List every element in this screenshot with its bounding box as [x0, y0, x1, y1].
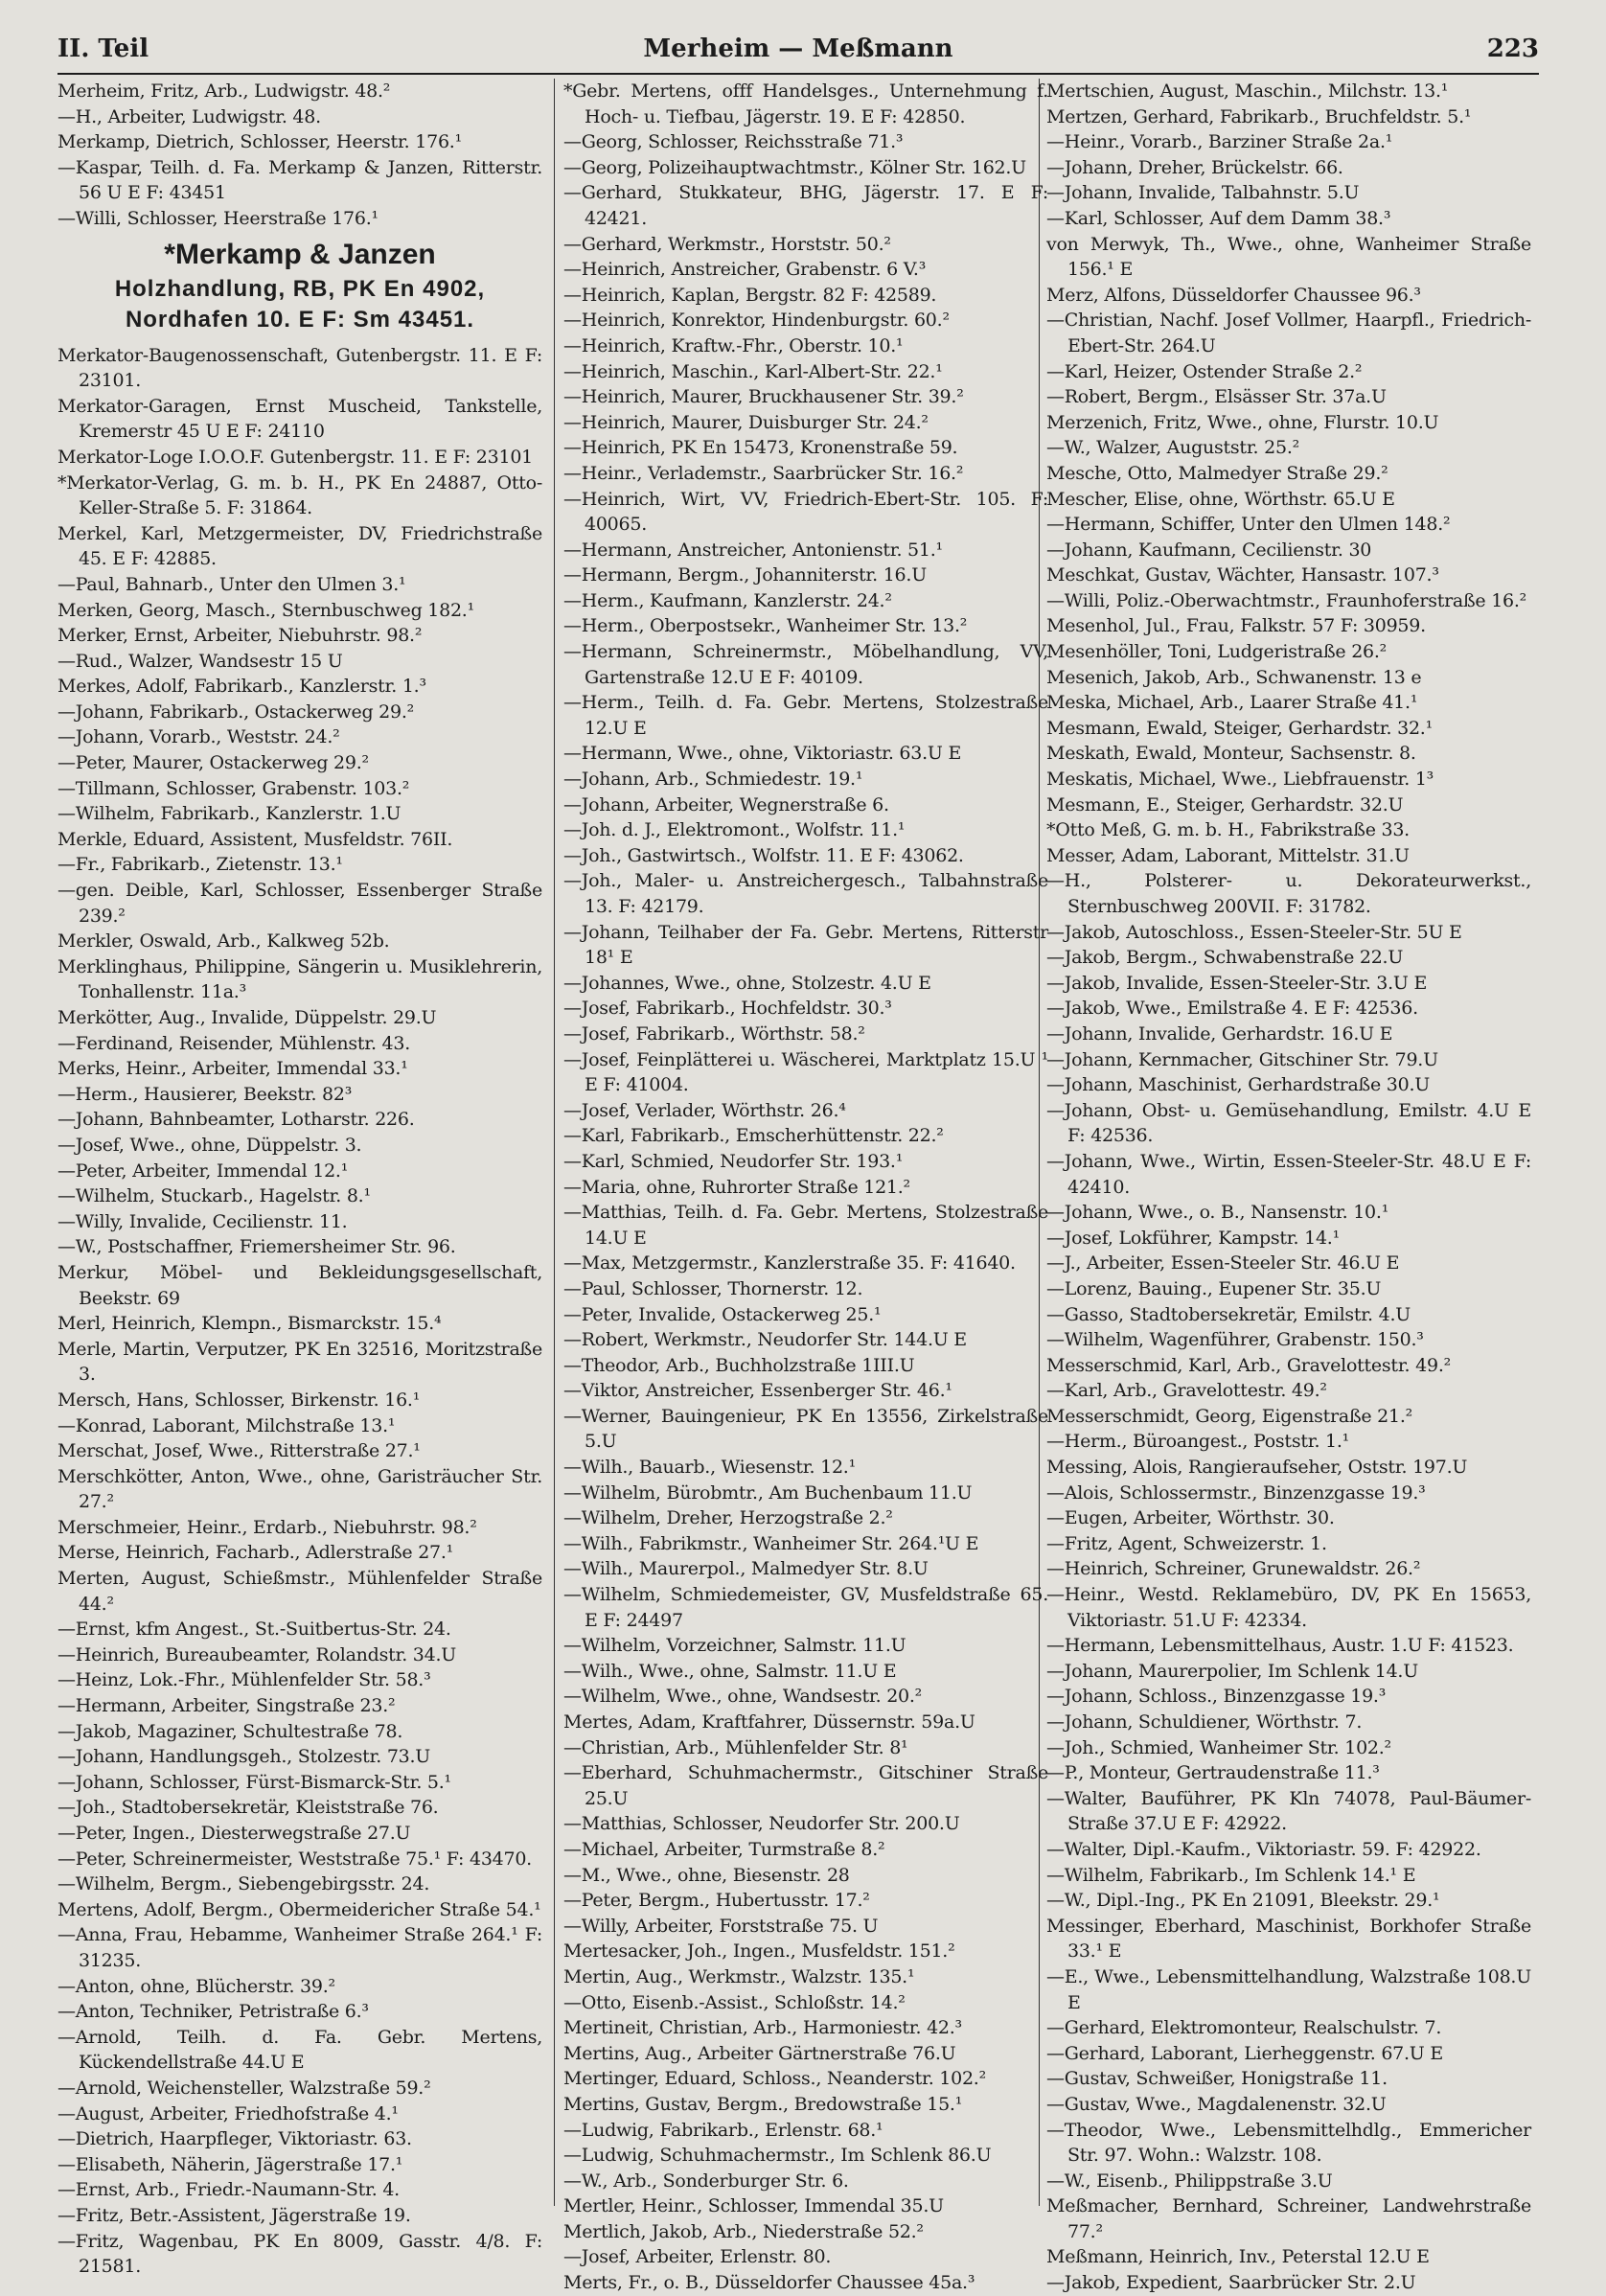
directory-entry: —Ludwig, Schuhmachermstr., Im Schlenk 86.U [563, 2145, 992, 2167]
directory-entry: —Johann, Invalide, Talbahnstr. 5.U [1046, 182, 1360, 204]
directory-entry: —Rud., Walzer, Wandsestr 15 U [57, 650, 343, 672]
directory-entry: —Jakob, Magaziner, Schultestraße 78. [57, 1720, 403, 1742]
directory-entry: —Paul, Bahnarb., Unter den Ulmen 3.¹ [57, 573, 406, 595]
directory-entry: —Anton, Techniker, Petristraße 6.³ [57, 2001, 369, 2023]
directory-entry: —Walter, Bauführer, PK Kln 74078, Paul-Bäumer-Straße 37.U E F: 42922. [1046, 1787, 1531, 1835]
directory-entry: —Arnold, Weichensteller, Walzstraße 59.² [57, 2077, 431, 2099]
directory-entry: —Peter, Maurer, Ostackerweg 29.² [57, 752, 369, 774]
directory-entry: —Josef, Fabrikarb., Wörthstr. 58.² [563, 1022, 865, 1045]
directory-entry: —Willy, Arbeiter, Forststraße 75. U [563, 1915, 879, 1937]
directory-entry: —Wilhelm, Vorzeichner, Salmstr. 11.U [563, 1635, 906, 1657]
directory-entry: —Gerhard, Stukkateur, BHG, Jägerstr. 17. E F: 42421. [563, 182, 1048, 229]
directory-entry: —Maria, ohne, Ruhrorter Straße 121.² [563, 1176, 910, 1198]
directory-entry: —Heinr., Westd. Reklamebüro, DV, PK En 15653, Viktoriastr. 51.U F: 42334. [1046, 1584, 1531, 1631]
directory-entry: —Ludwig, Fabrikarb., Erlenstr. 68.¹ [563, 2119, 883, 2141]
directory-entry: Meschkat, Gustav, Wächter, Hansastr. 107.³ [1046, 564, 1439, 586]
directory-entry: —Arnold, Teilh. d. Fa. Gebr. Mertens, Kückendellstraße 44.U E [57, 2026, 542, 2074]
page-number: 223 [1486, 34, 1539, 63]
directory-entry: Merkator-Loge I.O.O.F. Gutenbergstr. 11. E F: 23101 [57, 446, 534, 468]
directory-entry: —Gerhard, Werkmstr., Horststr. 50.² [563, 233, 891, 255]
directory-entry: —Fritz, Betr.-Assistent, Jägerstraße 19. [57, 2204, 411, 2226]
directory-entry: —Gustav, Schweißer, Honigstraße 11. [1046, 2068, 1388, 2090]
directory-entry: *Gebr. Mertens, offf Handelsges., Unternehmung f. Hoch- u. Tiefbau, Jägerstr. 19. E F: 42850. [563, 80, 1048, 127]
directory-entry: Meska, Michael, Arb., Laarer Straße 41.¹ [1046, 692, 1418, 714]
directory-entry: Messer, Adam, Laborant, Mittelstr. 31.U [1046, 844, 1410, 866]
directory-entry: —Gerhard, Elektromonteur, Realschulstr. 7. [1046, 2017, 1442, 2039]
directory-entry: —Theodor, Wwe., Lebensmittelhdlg., Emmericher Str. 97. Wohn.: Walzstr. 108. [1046, 2119, 1531, 2167]
directory-entry: Mertesacker, Joh., Ingen., Musfeldstr. 151.² [563, 1940, 955, 1963]
entry-group-1a [57, 79, 542, 232]
column-1 [57, 79, 542, 2278]
directory-entry: —Hermann, Bergm., Johanniterstr. 16.U [563, 564, 927, 586]
directory-entry: Merzenich, Fritz, Wwe., ohne, Flurstr. 10.U [1046, 411, 1439, 433]
directory-entry: —Heinrich, Konrektor, Hindenburgstr. 60.² [563, 310, 950, 332]
directory-entry: —Jakob, Wwe., Emilstraße 4. E F: 42536. [1046, 998, 1418, 1020]
directory-entry: Mertins, Gustav, Bergm., Bredowstraße 15.¹ [563, 2093, 963, 2115]
directory-entry: —Ernst, Arb., Friedr.-Naumann-Str. 4. [57, 2179, 400, 2201]
directory-entry: Merten, August, Schießmstr., Mühlenfelder Straße 44.² [57, 1568, 542, 1615]
directory-entry: —Alois, Schlossermstr., Binzenzgasse 19.³ [1046, 1481, 1426, 1504]
directory-entry: —Heinrich, Maschin., Karl-Albert-Str. 22.¹ [563, 360, 943, 382]
directory-entry: —August, Arbeiter, Friedhofstraße 4.¹ [57, 2102, 399, 2124]
directory-entry: Mertlich, Jakob, Arb., Niederstraße 52.² [563, 2220, 924, 2242]
directory-entry: —Ferdinand, Reisender, Mühlenstr. 43. [57, 1032, 411, 1054]
directory-entry: —Anton, ohne, Blücherstr. 39.² [57, 1975, 335, 1997]
directory-entry: —Johann, Wwe., Wirtin, Essen-Steeler-Str. 48.U E F: 42410. [1046, 1150, 1531, 1198]
directory-entry: —Heinr., Vorarb., Barziner Straße 2a.¹ [1046, 131, 1393, 153]
directory-entry: —Johann, Fabrikarb., Ostackerweg 29.² [57, 700, 414, 723]
directory-entry: Merschmeier, Heinr., Erdarb., Niebuhrstr. 98.² [57, 1516, 477, 1538]
directory-entry: —Karl, Fabrikarb., Emscherhüttenstr. 22.² [563, 1125, 944, 1147]
entry-group-1b [57, 343, 542, 2280]
directory-entry: —Heinr., Verlademstr., Saarbrücker Str. 16.² [563, 462, 964, 484]
directory-entry: —Fritz, Wagenbau, PK En 8009, Gasstr. 4/8. F: 21581. [57, 2230, 542, 2278]
directory-entry: —Herm., Hausierer, Beekstr. 82³ [57, 1083, 353, 1105]
directory-entry: Merker, Ernst, Arbeiter, Niebuhrstr. 98.² [57, 625, 423, 647]
directory-entry: —Johann, Schlosser, Fürst-Bismarck-Str. 5.¹ [57, 1771, 451, 1793]
directory-entry: —Johann, Arbeiter, Wegnerstraße 6. [563, 793, 889, 815]
directory-entry: —Heinrich, Anstreicher, Grabenstr. 6 V.³ [563, 259, 927, 281]
directory-entry: —Heinrich, Schreiner, Grunewaldstr. 26.² [1046, 1558, 1421, 1580]
directory-entry: Merkes, Adolf, Fabrikarb., Kanzlerstr. 1.³ [57, 676, 426, 698]
directory-entry: —Gerhard, Laborant, Lierheggenstr. 67.U E [1046, 2042, 1443, 2064]
directory-entry: —Robert, Werkmstr., Neudorfer Str. 144.U E [563, 1329, 967, 1351]
directory-entry: Mertschien, August, Maschin., Milchstr. 13.¹ [1046, 80, 1449, 102]
directory-entry: —Herm., Kaufmann, Kanzlerstr. 24.² [563, 589, 892, 611]
directory-entry: —Georg, Polizeihauptwachtmstr., Kölner Str. 162.U [563, 156, 1026, 178]
entry-group-2 [563, 79, 1048, 2296]
directory-entry: —Hermann, Anstreicher, Antonienstr. 51.¹ [563, 539, 943, 561]
directory-entry: *Merkator-Verlag, G. m. b. H., PK En 24887, Otto-Keller-Straße 5. F: 31864. [57, 471, 542, 519]
directory-entry: —Paul, Schlosser, Thornerstr. 12. [563, 1277, 863, 1299]
directory-entry: —Willi, Poliz.-Oberwachtmstr., Fraunhoferstraße 16.² [1046, 589, 1527, 611]
directory-entry: —Wilhelm, Bergm., Siebengebirgsstr. 24. [57, 1873, 430, 1895]
directory-entry: —W., Eisenb., Philippstraße 3.U [1046, 2170, 1333, 2192]
directory-entry: —Herm., Teilh. d. Fa. Gebr. Mertens, Stolzestraße 12.U E [563, 692, 1048, 739]
directory-entry: —J., Arbeiter, Essen-Steeler Str. 46.U E [1046, 1252, 1400, 1274]
directory-entry: Merschat, Josef, Wwe., Ritterstraße 27.¹ [57, 1440, 421, 1462]
directory-entry: —Matthias, Schlosser, Neudorfer Str. 200.U [563, 1813, 960, 1835]
directory-entry: —Josef, Fabrikarb., Hochfeldstr. 30.³ [563, 998, 892, 1020]
directory-entry: —Karl, Heizer, Ostender Straße 2.² [1046, 360, 1363, 382]
ad-line-2: Nordhafen 10. E F: Sm 43451. [125, 306, 475, 333]
directory-entry: —Johann, Dreher, Brückelstr. 66. [1046, 156, 1343, 178]
directory-entry: —Wilh., Wwe., ohne, Salmstr. 11.U E [563, 1660, 897, 1682]
directory-entry: —Johann, Arb., Schmiedestr. 19.¹ [563, 769, 863, 791]
directory-entry: Mersch, Hans, Schlosser, Birkenstr. 16.¹ [57, 1389, 421, 1411]
directory-entry: —Viktor, Anstreicher, Essenberger Str. 46.¹ [563, 1380, 952, 1402]
directory-entry: —Joh., Maler- u. Anstreichergesch., Talbahnstraße 13. F: 42179. [563, 870, 1048, 917]
directory-entry: Mertes, Adam, Kraftfahrer, Düssernstr. 59a.U [563, 1711, 975, 1733]
directory-entry: —Wilhelm, Bürobmtr., Am Buchenbaum 11.U [563, 1481, 973, 1504]
directory-entry: —Hermann, Schiffer, Unter den Ulmen 148.² [1046, 514, 1451, 536]
directory-entry: —W., Dipl.-Ing., PK En 21091, Bleekstr. 29.¹ [1046, 1890, 1440, 1912]
directory-entry: Merkle, Eduard, Assistent, Musfeldstr. 76II. [57, 828, 453, 850]
directory-entry: —Ernst, kfm Angest., St.-Suitbertus-Str. 24. [57, 1619, 451, 1641]
directory-entry: —Johann, Invalide, Gerhardstr. 16.U E [1046, 1022, 1393, 1045]
directory-entry: —Peter, Ingen., Diesterwegstraße 27.U [57, 1823, 411, 1844]
directory-entry: —Wilhelm, Dreher, Herzogstraße 2.² [563, 1507, 893, 1529]
directory-entry: —Otto, Eisenb.-Assist., Schloßstr. 14.² [563, 1991, 906, 2013]
directory-entry: von Merwyk, Th., Wwe., ohne, Wanheimer Straße 156.¹ E [1046, 233, 1531, 281]
directory-entry: —Wilhelm, Schmiedemeister, GV, Musfeldstraße 65. E F: 24497 [563, 1584, 1048, 1631]
directory-entry: Mertineit, Christian, Arb., Harmoniestr. 42.³ [563, 2017, 962, 2039]
directory-entry: —Jakob, Expedient, Saarbrücker Str. 2.U [1046, 2272, 1416, 2294]
directory-entry: —P., Monteur, Gertraudenstraße 11.³ [1046, 1762, 1380, 1784]
directory-entry: Merkator-Garagen, Ernst Muscheid, Tankstelle, Kremerstr 45 U E F: 24110 [57, 395, 542, 443]
directory-entry: —Josef, Lokführer, Kampstr. 14.¹ [1046, 1227, 1340, 1249]
directory-entry: —Johann, Kernmacher, Gitschiner Str. 79.U [1046, 1048, 1438, 1070]
directory-entry: —Christian, Nachf. Josef Vollmer, Haarpfl., Friedrich-Ebert-Str. 264.U [1046, 310, 1531, 356]
directory-entry: —W., Walzer, Auguststr. 25.² [1046, 437, 1299, 459]
directory-entry: —Josef, Feinplätterei u. Wäscherei, Marktplatz 15.U ¹ E F: 41004. [563, 1048, 1048, 1096]
directory-entry: Mesenhol, Jul., Frau, Falkstr. 57 F: 30959. [1046, 615, 1426, 637]
directory-entry: Mesche, Otto, Malmedyer Straße 29.² [1046, 462, 1388, 484]
directory-entry: —Heinrich, Wirt, VV, Friedrich-Ebert-Str. 105. F: 40065. [563, 488, 1048, 536]
directory-entry: Messerschmid, Karl, Arb., Gravelottestr. 49.² [1046, 1354, 1451, 1376]
directory-entry: Mertins, Aug., Arbeiter Gärtnerstraße 76.U [563, 2042, 956, 2064]
directory-entry: —Heinrich, PK En 15473, Kronenstraße 59. [563, 437, 958, 459]
directory-entry: —Lorenz, Bauing., Eupener Str. 35.U [1046, 1277, 1382, 1299]
directory-entry: —Wilhelm, Stuckarb., Hagelstr. 8.¹ [57, 1185, 371, 1207]
directory-entry: Mertin, Aug., Werkmstr., Walzstr. 135.¹ [563, 1965, 915, 1987]
directory-entry: —H., Arbeiter, Ludwigstr. 48. [57, 105, 321, 127]
directory-entry: —Karl, Schmied, Neudorfer Str. 193.¹ [563, 1150, 904, 1172]
directory-entry: —Wilhelm, Wwe., ohne, Wandsestr. 20.² [563, 1686, 923, 1708]
directory-entry: —Kaspar, Teilh. d. Fa. Merkamp & Janzen, Ritterstr. 56 U E F: 43451 [57, 156, 542, 204]
directory-entry: —Karl, Schlosser, Auf dem Damm 38.³ [1046, 207, 1391, 229]
directory-entry: Mesmann, Ewald, Steiger, Gerhardstr. 32.¹ [1046, 717, 1433, 739]
directory-entry: —Herm., Büroangest., Poststr. 1.¹ [1046, 1431, 1350, 1453]
directory-entry: —Michael, Arbeiter, Turmstraße 8.² [563, 1838, 885, 1860]
directory-entry: Mesmann, E., Steiger, Gerhardstr. 32.U [1046, 793, 1404, 815]
directory-entry: —Matthias, Teilh. d. Fa. Gebr. Mertens, Stolzestraße 14.U E [563, 1202, 1048, 1249]
directory-entry: —Heinrich, Kaplan, Bergstr. 82 F: 42589. [563, 284, 937, 306]
directory-entry: Mertzen, Gerhard, Fabrikarb., Bruchfeldstr. 5.¹ [1046, 105, 1472, 127]
directory-entry: —Johann, Bahnbeamter, Lotharstr. 226. [57, 1109, 415, 1131]
directory-entry: —Johann, Handlungsgeh., Stolzestr. 73.U [57, 1746, 431, 1768]
header-rule [57, 73, 1539, 75]
directory-entry: —Johann, Obst- u. Gemüsehandlung, Emilstr. 4.U E F: 42536. [1046, 1099, 1531, 1147]
column-divider [554, 79, 555, 2206]
directory-entry: —Johann, Kaufmann, Cecilienstr. 30 [1046, 539, 1372, 561]
directory-entry: —E., Wwe., Lebensmittelhandlung, Walzstraße 108.U E [1046, 1965, 1531, 2013]
directory-entry: —gen. Deible, Karl, Schlosser, Essenberger Straße 239.² [57, 880, 542, 927]
directory-entry: —Georg, Schlosser, Reichsstraße 71.³ [563, 131, 904, 153]
directory-entry: —W., Postschaffner, Friemersheimer Str. 96. [57, 1236, 456, 1258]
directory-entry: Merkel, Karl, Metzgermeister, DV, Friedrichstraße 45. E F: 42885. [57, 522, 542, 570]
directory-entry: —Johann, Teilhaber der Fa. Gebr. Mertens, Ritterstr 18¹ E [563, 921, 1048, 969]
directory-entry: Merts, Fr., o. B., Düsseldorfer Chaussee 45a.³ [563, 2272, 975, 2294]
directory-entry: —Joh. d. J., Elektromont., Wolfstr. 11.¹ [563, 819, 906, 841]
directory-entry: Mescher, Elise, ohne, Wörthstr. 65.U E [1046, 488, 1395, 510]
directory-entry: —Fr., Fabrikarb., Zietenstr. 13.¹ [57, 854, 343, 876]
directory-entry: Merle, Martin, Verputzer, PK En 32516, Moritzstraße 3. [57, 1338, 542, 1386]
directory-entry: —Tillmann, Schlosser, Grabenstr. 103.² [57, 777, 410, 799]
directory-entry: Mesenich, Jakob, Arb., Schwanenstr. 13 e [1046, 666, 1422, 688]
directory-entry: —Jakob, Autoschloss., Essen-Steeler-Str. 5U E [1046, 921, 1462, 943]
directory-entry: Meßmann, Heinrich, Inv., Peterstal 12.U E [1046, 2246, 1430, 2268]
directory-entry: —Jakob, Bergm., Schwabenstraße 22.U [1046, 947, 1404, 969]
directory-entry: —Werner, Bauingenieur, PK En 13556, Zirkelstraße 5.U [563, 1405, 1048, 1453]
directory-entry: —Eberhard, Schuhmachermstr., Gitschiner Straße 25.U [563, 1762, 1048, 1809]
directory-entry: —Heinrich, Maurer, Duisburger Str. 24.² [563, 411, 929, 433]
directory-entry: Merkler, Oswald, Arb., Kalkweg 52b. [57, 930, 390, 953]
column-3 [1046, 79, 1531, 2294]
directory-entry: *Otto Meß, G. m. b. H., Fabrikstraße 33. [1046, 819, 1410, 841]
directory-entry: —Willi, Schlosser, Heerstraße 176.¹ [57, 207, 379, 229]
directory-entry: —Hermann, Lebensmittelhaus, Austr. 1.U F: 41523. [1046, 1635, 1514, 1657]
directory-entry: Meskatis, Michael, Wwe., Liebfrauenstr. 1³ [1046, 769, 1434, 791]
directory-entry: Messing, Alois, Rangieraufseher, Oststr. 197.U [1046, 1457, 1468, 1479]
directory-entry: Mesenhöller, Toni, Ludgeristraße 26.² [1046, 641, 1388, 663]
directory-entry: —H., Polsterer- u. Dekorateurwerkst., Sternbuschweg 200VII. F: 31782. [1046, 870, 1531, 917]
directory-entry: —Josef, Verlader, Wörthstr. 26.⁴ [563, 1099, 846, 1121]
directory-entry: Mertinger, Eduard, Schloss., Neanderstr. 102.² [563, 2068, 986, 2090]
directory-entry: —Max, Metzgermstr., Kanzlerstraße 35. F: 41640. [563, 1252, 1016, 1274]
page-header [57, 34, 1539, 73]
directory-entry: —Wilhelm, Fabrikarb., Im Schlenk 14.¹ E [1046, 1864, 1416, 1886]
directory-entry: —Dietrich, Haarpfleger, Viktoriastr. 63. [57, 2128, 412, 2150]
directory-entry: Mertens, Adolf, Bergm., Obermeidericher Straße 54.¹ [57, 1898, 541, 1920]
directory-entry: —Johann, Vorarb., Weststr. 24.² [57, 726, 340, 748]
directory-entry: —Christian, Arb., Mühlenfelder Str. 8¹ [563, 1736, 908, 1758]
directory-entry: Merklinghaus, Philippine, Sängerin u. Musiklehrerin, Tonhallenstr. 11a.³ [57, 955, 542, 1003]
directory-entry: —Peter, Schreinermeister, Weststraße 75.¹ F: 43470. [57, 1848, 532, 1870]
directory-entry: —Konrad, Laborant, Milchstraße 13.¹ [57, 1414, 396, 1436]
directory-entry: —Johannes, Wwe., ohne, Stolzestr. 4.U E [563, 972, 931, 994]
ad-title: *Merkamp & Janzen [164, 238, 436, 270]
directory-entry: Meskath, Ewald, Monteur, Sachsenstr. 8. [1046, 743, 1416, 765]
directory-entry: —W., Arb., Sonderburger Str. 6. [563, 2170, 849, 2192]
directory-entry: —Johann, Maschinist, Gerhardstraße 30.U [1046, 1074, 1431, 1096]
directory-entry: Merse, Heinrich, Facharb., Adlerstraße 27.¹ [57, 1542, 454, 1564]
directory-entry: Merken, Georg, Masch., Sternbuschweg 182.¹ [57, 599, 474, 621]
directory-entry: Meßmacher, Bernhard, Schreiner, Landwehrstraße 77.² [1046, 2195, 1531, 2242]
directory-entry: —Joh., Gastwirtsch., Wolfstr. 11. E F: 43062. [563, 844, 964, 866]
directory-entry: —Herm., Oberpostsekr., Wanheimer Str. 13.² [563, 615, 968, 637]
directory-entry: —Robert, Bergm., Elsässer Str. 37a.U [1046, 386, 1387, 408]
directory-entry: —Heinrich, Maurer, Bruckhausener Str. 39.² [563, 386, 964, 408]
directory-entry: —Willy, Invalide, Cecilienstr. 11. [57, 1210, 348, 1232]
directory-entry: Merschkötter, Anton, Wwe., ohne, Garisträucher Str. 27.² [57, 1465, 542, 1513]
directory-entry: Merkamp, Dietrich, Schlosser, Heerstr. 176.¹ [57, 131, 462, 153]
directory-entry: —Joh., Schmied, Wanheimer Str. 102.² [1046, 1736, 1391, 1758]
directory-entry: —Anna, Frau, Hebamme, Wanheimer Straße 264.¹ F: 31235. [57, 1924, 542, 1971]
directory-entry: Merl, Heinrich, Klempn., Bismarckstr. 15.⁴ [57, 1313, 442, 1335]
directory-entry: —Wilh., Bauarb., Wiesenstr. 12.¹ [563, 1457, 856, 1479]
directory-entry: —Heinz, Lok.-Fhr., Mühlenfelder Str. 58.³ [57, 1669, 431, 1691]
directory-entry: —Johann, Schloss., Binzenzgasse 19.³ [1046, 1686, 1387, 1708]
directory-entry: —Walter, Dipl.-Kaufm., Viktoriastr. 59. F: 42922. [1046, 1838, 1481, 1860]
directory-entry: —Eugen, Arbeiter, Wörthstr. 30. [1046, 1507, 1335, 1529]
directory-entry: Messerschmidt, Georg, Eigenstraße 21.² [1046, 1405, 1413, 1427]
directory-entry: —M., Wwe., ohne, Biesenstr. 28 [563, 1864, 850, 1886]
directory-entry: —Jakob, Invalide, Essen-Steeler-Str. 3.U E [1046, 972, 1428, 994]
directory-entry: —Theodor, Arb., Buchholzstraße 1III.U [563, 1354, 915, 1376]
directory-entry: Merkötter, Aug., Invalide, Düppelstr. 29.U [57, 1007, 437, 1028]
directory-entry: —Wilh., Fabrikmstr., Wanheimer Str. 264.¹U E [563, 1532, 979, 1554]
directory-entry: Merkur, Möbel- und Bekleidungsgesellschaft, Beekstr. 69 [57, 1261, 542, 1309]
directory-entry: —Heinrich, Bureaubeamter, Rolandstr. 34.U [57, 1643, 457, 1665]
directory-entry: —Wilhelm, Fabrikarb., Kanzlerstr. 1.U [57, 803, 402, 825]
directory-entry: —Peter, Bergm., Hubertusstr. 17.² [563, 1890, 870, 1912]
directory-entry: —Johann, Maurerpolier, Im Schlenk 14.U [1046, 1660, 1418, 1682]
directory-entry: —Johann, Schuldiener, Wörthstr. 7. [1046, 1711, 1363, 1733]
directory-entry: Mertler, Heinr., Schlosser, Immendal 35.U [563, 2195, 944, 2217]
directory-entry: —Fritz, Agent, Schweizerstr. 1. [1046, 1532, 1327, 1554]
directory-entry: —Heinrich, Kraftw.-Fhr., Oberstr. 10.¹ [563, 334, 904, 356]
directory-entry: —Hermann, Arbeiter, Singstraße 23.² [57, 1695, 396, 1717]
entry-group-3 [1046, 79, 1531, 2296]
directory-entry: —Peter, Arbeiter, Immendal 12.¹ [57, 1159, 349, 1182]
directory-entry: —Gasso, Stadtobersekretär, Emilstr. 4.U [1046, 1303, 1411, 1325]
directory-entry: —Peter, Invalide, Ostackerweg 25.¹ [563, 1303, 882, 1325]
section-label: II. Teil [57, 34, 149, 63]
directory-entry: —Wilh., Maurerpol., Malmedyer Str. 8.U [563, 1558, 929, 1580]
column-2 [563, 79, 1048, 2294]
directory-entry: Merks, Heinr., Arbeiter, Immendal 33.¹ [57, 1058, 408, 1080]
directory-entry: —Hermann, Wwe., ohne, Viktoriastr. 63.U E [563, 743, 962, 765]
directory-entry: —Gustav, Wwe., Magdalenenstr. 32.U [1046, 2093, 1387, 2115]
directory-entry: —Elisabeth, Näherin, Jägerstraße 17.¹ [57, 2153, 403, 2175]
directory-entry: —Johann, Wwe., o. B., Nansenstr. 10.¹ [1046, 1202, 1389, 1224]
directory-entry: Merkator-Baugenossenschaft, Gutenbergstr. 11. E F: 23101. [57, 344, 542, 392]
directory-entry: Messinger, Eberhard, Maschinist, Borkhofer Straße 33.¹ E [1046, 1915, 1531, 1963]
advertisement-merkamp-janzen [57, 236, 542, 335]
ad-line-1: Holzhandlung, RB, PK En 4902, [114, 275, 486, 302]
directory-entry: —Joh., Stadtobersekretär, Kleiststraße 76. [57, 1797, 439, 1819]
directory-entry: —Josef, Arbeiter, Erlenstr. 80. [563, 2246, 832, 2268]
directory-entry: —Wilhelm, Wagenführer, Grabenstr. 150.³ [1046, 1329, 1424, 1351]
running-title: Merheim — Meßmann [643, 34, 953, 63]
directory-entry: Merz, Alfons, Düsseldorfer Chaussee 96.³ [1046, 284, 1421, 306]
directory-entry: Merheim, Fritz, Arb., Ludwigstr. 48.² [57, 80, 391, 102]
directory-entry: —Hermann, Schreinermstr., Möbelhandlung, VV, Gartenstraße 12.U E F: 40109. [563, 641, 1048, 688]
directory-entry: —Karl, Arb., Gravelottestr. 49.² [1046, 1380, 1327, 1402]
directory-entry: —Josef, Wwe., ohne, Düppelstr. 3. [57, 1134, 362, 1156]
